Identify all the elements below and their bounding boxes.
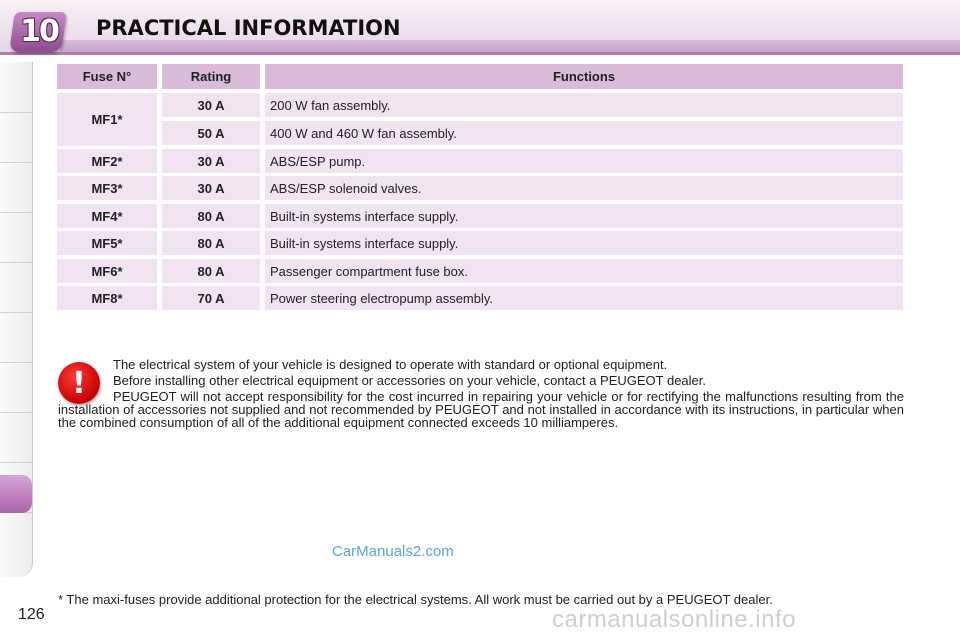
column-header-fuse: Fuse N° xyxy=(57,64,157,89)
rating-cell: 80 A xyxy=(162,204,260,228)
fuse-cell: MF8* xyxy=(57,286,157,310)
fuse-cell: MF2* xyxy=(57,149,157,173)
table-row xyxy=(57,286,903,310)
fuse-cell: MF5* xyxy=(57,231,157,255)
rating-cell: 80 A xyxy=(162,231,260,255)
page-title: PRACTICAL INFORMATION xyxy=(96,16,401,40)
tab-divider xyxy=(0,362,32,363)
table-row xyxy=(57,121,903,145)
tab-divider xyxy=(0,212,32,213)
table-row xyxy=(57,149,903,173)
warning-paragraph: The electrical system of your vehicle is designed to operate with standard or optional equipment. xyxy=(113,357,668,372)
function-cell: Built-in systems interface supply. xyxy=(265,231,903,255)
function-cell: 200 W fan assembly. xyxy=(265,93,903,117)
function-cell: ABS/ESP solenoid valves. xyxy=(265,176,903,200)
fuse-cell: MF1* xyxy=(57,93,157,146)
chapter-tab-rail xyxy=(0,62,33,577)
fuse-cell: MF3* xyxy=(57,176,157,200)
table-row xyxy=(57,259,903,283)
fuse-cell: MF4* xyxy=(57,204,157,228)
table-row xyxy=(57,93,903,117)
rating-cell: 30 A xyxy=(162,176,260,200)
tab-divider xyxy=(0,312,32,313)
rating-cell: 70 A xyxy=(162,286,260,310)
footnote: * The maxi-fuses provide additional protection for the electrical systems. All work must be carried out by a PEUGEOT dealer. xyxy=(58,592,773,607)
warning-paragraph: Before installing other electrical equipment or accessories on your vehicle, contact a PEUGEOT dealer. xyxy=(113,373,707,388)
function-cell: Power steering electropump assembly. xyxy=(265,286,903,310)
tab-divider xyxy=(0,462,32,463)
function-cell: ABS/ESP pump. xyxy=(265,149,903,173)
function-cell: Built-in systems interface supply. xyxy=(265,204,903,228)
function-cell: Passenger compartment fuse box. xyxy=(265,259,903,283)
column-header-functions: Functions xyxy=(265,64,903,89)
tab-divider xyxy=(0,412,32,413)
header-shade xyxy=(60,40,960,52)
chapter-number: 10 xyxy=(20,14,58,49)
tab-divider xyxy=(0,162,32,163)
table-row xyxy=(57,231,903,255)
tab-divider xyxy=(0,262,32,263)
rating-cell: 30 A xyxy=(162,149,260,173)
warning-text xyxy=(58,358,904,432)
table-row xyxy=(57,176,903,200)
table-header-row xyxy=(57,64,903,89)
watermark-link[interactable]: CarManuals2.com xyxy=(332,543,454,560)
rating-cell: 80 A xyxy=(162,259,260,283)
fuse-cell: MF6* xyxy=(57,259,157,283)
table-row xyxy=(57,204,903,228)
exclamation-icon: ! xyxy=(58,362,100,404)
bottom-watermark: carmanualsonline.info xyxy=(552,606,796,633)
function-cell: 400 W and 460 W fan assembly. xyxy=(265,121,903,145)
warning-paragraph: PEUGEOT will not accept responsibility for the cost incurred in repairing your vehicle or for rectifying the malfunctions resulting from the installation of accessories not supplied and not recommended by PEUGEOT and not installed in accordance with its instructions, in particular when the combined consumption of all of the additional equipment connected exceeds 10 milliamperes. xyxy=(58,389,904,430)
active-chapter-tab[interactable] xyxy=(0,475,32,513)
page-number: 126 xyxy=(18,606,45,623)
rating-cell: 30 A xyxy=(162,93,260,117)
rating-cell: 50 A xyxy=(162,121,260,145)
column-header-rating: Rating xyxy=(162,64,260,89)
tab-divider xyxy=(0,112,32,113)
